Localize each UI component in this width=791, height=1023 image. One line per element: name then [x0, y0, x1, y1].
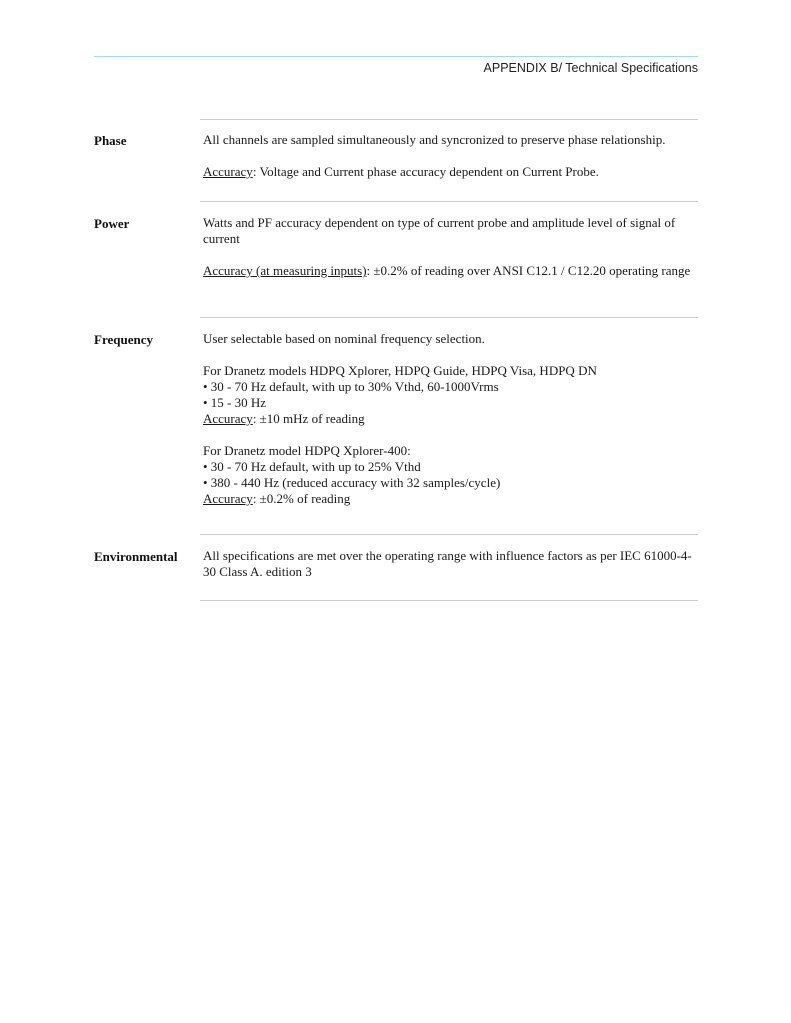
- frequency-group1-bullet: • 30 - 70 Hz default, with up to 30% Vthd, 60-1000Vrms: [203, 379, 499, 394]
- frequency-group1-accuracy: [203, 411, 713, 427]
- accuracy-text: : ±0.2% of reading over ANSI C12.1 / C12.20 operating range: [366, 263, 691, 278]
- frequency-content: [203, 331, 713, 507]
- phase-description: All channels are sampled simultaneously and syncronized to preserve phase relationship.: [203, 132, 666, 147]
- frequency-group1-title: For Dranetz models HDPQ Xplorer, HDPQ Guide, HDPQ Visa, HDPQ DN: [203, 363, 597, 378]
- accuracy-label: Accuracy: [203, 164, 253, 179]
- power-accuracy: [203, 263, 703, 279]
- header-rule: [94, 56, 698, 57]
- section-divider: [200, 119, 698, 120]
- frequency-group1-bullet: • 15 - 30 Hz: [203, 395, 267, 410]
- accuracy-label: Accuracy: [203, 411, 253, 426]
- accuracy-label: Accuracy (at measuring inputs): [203, 263, 367, 278]
- power-description: Watts and PF accuracy dependent on type of current probe and amplitude level of signal of current: [203, 215, 676, 246]
- environmental-description: All specifications are met over the operating range with influence factors as per IEC 61000-4-30 Class A. edition 3: [203, 548, 692, 579]
- section-divider: [200, 600, 698, 601]
- frequency-group2-title: For Dranetz model HDPQ Xplorer-400:: [203, 443, 411, 458]
- frequency-description: User selectable based on nominal frequency selection.: [203, 331, 485, 346]
- environmental-label: Environmental: [94, 549, 178, 564]
- section-divider: [200, 534, 698, 535]
- section-divider: [200, 317, 698, 318]
- accuracy-label: Accuracy: [203, 491, 253, 506]
- phase-content: [203, 132, 713, 180]
- accuracy-text: : Voltage and Current phase accuracy dependent on Current Probe.: [252, 164, 599, 179]
- frequency-label: Frequency: [94, 332, 153, 347]
- frequency-group2-accuracy: [203, 491, 713, 507]
- accuracy-text: : ±10 mHz of reading: [252, 411, 365, 426]
- power-content: [203, 215, 703, 279]
- phase-accuracy: [203, 164, 713, 180]
- environmental-content: [203, 548, 698, 580]
- phase-label: Phase: [94, 133, 127, 148]
- page-header-title: APPENDIX B/ Technical Specifications: [483, 61, 698, 75]
- frequency-group2-bullet: • 30 - 70 Hz default, with up to 25% Vthd: [203, 459, 421, 474]
- frequency-group2-bullet: • 380 - 440 Hz (reduced accuracy with 32 samples/cycle): [203, 475, 501, 490]
- power-label: Power: [94, 216, 130, 231]
- section-divider: [200, 201, 698, 202]
- accuracy-text: : ±0.2% of reading: [252, 491, 351, 506]
